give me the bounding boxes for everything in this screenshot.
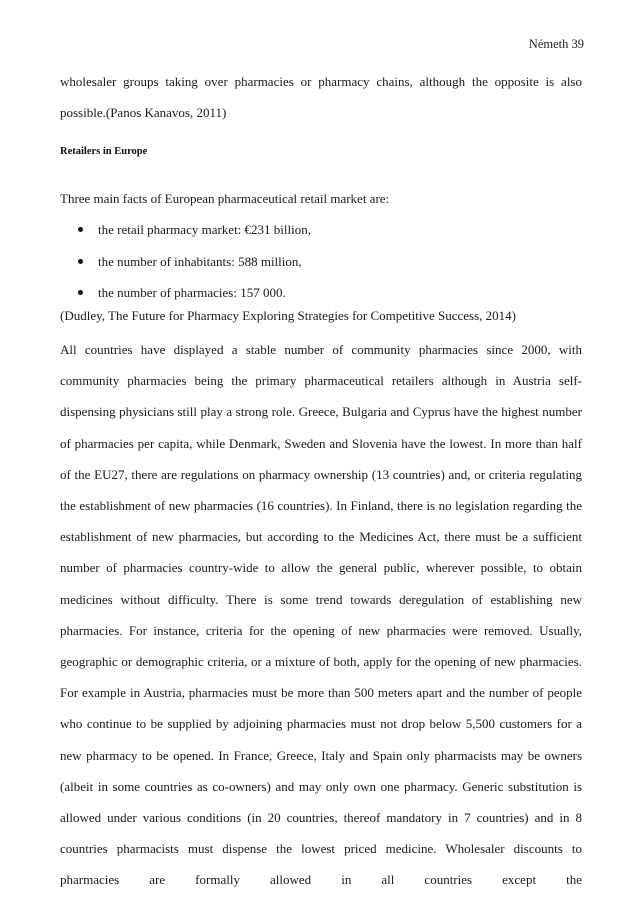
bullet-icon <box>78 290 83 295</box>
list-item <box>60 214 560 246</box>
list-item <box>60 277 560 309</box>
fact-text: the number of inhabitants: 588 million, <box>98 253 302 269</box>
citation: (Dudley, The Future for Pharmacy Exploring Strategies for Competitive Success, 2014) <box>60 308 516 323</box>
fact-text: the retail pharmacy market: €231 billion, <box>98 222 311 237</box>
intro-paragraph: wholesaler groups taking over pharmacies or pharmacy chains, although the opposite is also possible.(Panos Kanavos, 2011) <box>60 74 582 121</box>
list-item <box>60 246 560 278</box>
bullet-icon <box>78 227 83 232</box>
body-paragraph: All countries have displayed a stable number of community pharmacies since 2000, with community pharmacies being the primary pharmaceutical retailers although in Austria self-dispensing physicians still play a strong role. Greece, Bulgaria and Cyprus have the highest number of pharmacies per capita, while Denmark, Sweden and Slovenia have the lowest. In more than half of the EU27, there are regulations on pharmacy ownership (13 countries) and, or criteria regulating the establishment of new pharmacies (16 countries). In Finland, there is no legislation regarding the establishment of new pharmacies, but according to the Medicines Act, there must be a sufficient number of pharmacies country-wide to allow the general public, wherever possible, to obtain medicines without difficulty. There is some trend towards deregulation of establishing new pharmacies. For instance, criteria for the opening of new pharmacies were removed. Usually, geographic or demographic criteria, or a mixture of both, apply for the opening of new pharmacies. For example in Austria, pharmacies must be more than 500 meters apart and the number of people who continue to be supplied by adjoining pharmacies must not drop below 5,500 customers for a new pharmacy to be opened. In France, Greece, Italy and Spain only pharmacists may be owners (albeit in some countries as co-owners) and may only own one pharmacy. Generic substitution is allowed under various conditions (in 20 countries, thereof mandatory in 7 countries) and in 8 countries pharmacists must dispense the lowest priced medicine. Wholesaler discounts to pharmacies are formally allowed in all countries except the <box>60 342 582 888</box>
facts-list <box>60 214 560 309</box>
fact-text: the number of pharmacies: 157 000. <box>98 285 286 300</box>
page-header: Németh 39 <box>528 37 584 51</box>
lead-text: Three main facts of European pharmaceutical retail market are: <box>60 191 390 206</box>
bullet-icon <box>78 259 83 264</box>
section-heading: Retailers in Europe <box>60 146 148 157</box>
